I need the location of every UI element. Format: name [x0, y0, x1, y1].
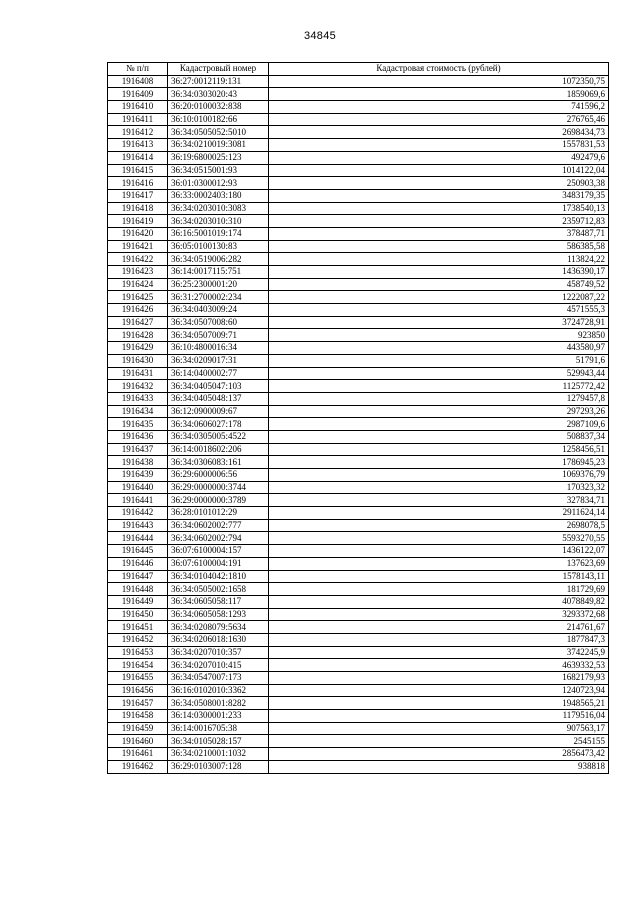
cadastral-number-cell: 36:34:0405047:103: [168, 380, 269, 393]
table-row: [108, 101, 609, 114]
table-row: [108, 253, 609, 266]
cadastral-number-cell: 36:34:0605058:117: [168, 595, 269, 608]
cadastral-number-cell: 36:34:0210019:3081: [168, 139, 269, 152]
cadastral-number-cell: 36:29:0000000:3789: [168, 494, 269, 507]
cadastral-number-cell: 36:34:0209017:31: [168, 354, 269, 367]
row-number-cell: 1916458: [108, 710, 168, 723]
cadastral-number-cell: 36:34:0104042:1810: [168, 570, 269, 583]
table-row: [108, 532, 609, 545]
row-number-cell: 1916447: [108, 570, 168, 583]
row-number-cell: 1916429: [108, 342, 168, 355]
cadastral-number-cell: 36:25:2300001:20: [168, 278, 269, 291]
cadastral-value-cell: 586385,58: [269, 240, 609, 253]
row-number-cell: 1916438: [108, 456, 168, 469]
row-number-cell: 1916419: [108, 215, 168, 228]
cadastral-number-cell: 36:34:0207010:357: [168, 646, 269, 659]
cadastral-value-cell: 1682179,93: [269, 672, 609, 685]
cadastral-number-cell: 36:28:0101012:29: [168, 507, 269, 520]
table-row: [108, 164, 609, 177]
table-row: [108, 418, 609, 431]
cadastral-number-cell: 36:34:0303020:43: [168, 88, 269, 101]
cadastral-value-cell: 1240723,94: [269, 684, 609, 697]
row-number-cell: 1916436: [108, 430, 168, 443]
cadastral-value-cell: 1877847,3: [269, 633, 609, 646]
table-row: [108, 633, 609, 646]
cadastral-number-cell: 36:34:0606027:178: [168, 418, 269, 431]
cadastral-number-cell: 36:19:6800025:123: [168, 151, 269, 164]
cadastral-value-cell: 1436122,07: [269, 545, 609, 558]
row-number-cell: 1916410: [108, 101, 168, 114]
cadastral-value-cell: 529943,44: [269, 367, 609, 380]
row-number-cell: 1916431: [108, 367, 168, 380]
row-number-cell: 1916461: [108, 748, 168, 761]
table-row: [108, 494, 609, 507]
table-row: [108, 304, 609, 317]
cadastral-value-cell: 741596,2: [269, 101, 609, 114]
row-number-cell: 1916439: [108, 469, 168, 482]
table-row: [108, 342, 609, 355]
cadastral-value-cell: 1557831,53: [269, 139, 609, 152]
row-number-cell: 1916446: [108, 557, 168, 570]
cadastral-value-cell: 1279457,8: [269, 392, 609, 405]
cadastral-number-cell: 36:34:0505002:1658: [168, 583, 269, 596]
row-number-cell: 1916416: [108, 177, 168, 190]
cadastral-number-cell: 36:34:0602002:794: [168, 532, 269, 545]
cadastral-value-cell: 327834,71: [269, 494, 609, 507]
cadastral-number-cell: 36:07:6100004:157: [168, 545, 269, 558]
table-row: [108, 646, 609, 659]
cadastral-value-cell: 2698434,73: [269, 126, 609, 139]
row-number-cell: 1916432: [108, 380, 168, 393]
row-number-cell: 1916448: [108, 583, 168, 596]
table-row: [108, 697, 609, 710]
cadastral-number-cell: 36:29:0000000:3744: [168, 481, 269, 494]
cadastral-number-cell: 36:10:4800016:34: [168, 342, 269, 355]
row-number-cell: 1916452: [108, 633, 168, 646]
cadastral-number-cell: 36:33:0002403:180: [168, 189, 269, 202]
table-row: [108, 583, 609, 596]
row-number-cell: 1916418: [108, 202, 168, 215]
table-row: [108, 545, 609, 558]
cadastral-number-cell: 36:10:0100182:66: [168, 113, 269, 126]
table-row: [108, 735, 609, 748]
cadastral-number-cell: 36:34:0208079:5634: [168, 621, 269, 634]
cadastral-number-cell: 36:34:0507009:71: [168, 329, 269, 342]
table-row: [108, 722, 609, 735]
table-row: [108, 240, 609, 253]
cadastral-number-cell: 36:34:0403009:24: [168, 304, 269, 317]
row-number-cell: 1916449: [108, 595, 168, 608]
cadastral-value-cell: 4571555,3: [269, 304, 609, 317]
cadastral-value-cell: 1578143,11: [269, 570, 609, 583]
table-row: [108, 710, 609, 723]
row-number-cell: 1916454: [108, 659, 168, 672]
table-row: [108, 113, 609, 126]
cadastral-number-cell: 36:05:0100130:83: [168, 240, 269, 253]
cadastral-value-cell: 4639332,53: [269, 659, 609, 672]
table-row: [108, 595, 609, 608]
row-number-cell: 1916422: [108, 253, 168, 266]
table-row: [108, 469, 609, 482]
cadastral-number-cell: 36:27:0012119:131: [168, 75, 269, 88]
table-row: [108, 481, 609, 494]
cadastral-value-cell: 907563,17: [269, 722, 609, 735]
column-header-cadastral-value: Кадастровая стоимость (рублей): [269, 63, 609, 76]
cadastral-value-cell: 492479,6: [269, 151, 609, 164]
row-number-cell: 1916420: [108, 227, 168, 240]
cadastral-number-cell: 36:34:0405048:137: [168, 392, 269, 405]
row-number-cell: 1916440: [108, 481, 168, 494]
cadastral-value-cell: 378487,71: [269, 227, 609, 240]
table-row: [108, 177, 609, 190]
cadastral-number-cell: 36:34:0207010:415: [168, 659, 269, 672]
cadastral-number-cell: 36:34:0306083:161: [168, 456, 269, 469]
row-number-cell: 1916434: [108, 405, 168, 418]
cadastral-value-cell: 170323,32: [269, 481, 609, 494]
cadastral-value-cell: 137623,69: [269, 557, 609, 570]
cadastral-value-cell: 4078849,82: [269, 595, 609, 608]
cadastral-number-cell: 36:34:0210001:1032: [168, 748, 269, 761]
cadastral-value-cell: 923850: [269, 329, 609, 342]
table-row: [108, 519, 609, 532]
page-number: 34845: [303, 30, 337, 42]
cadastral-number-cell: 36:01:0300012:93: [168, 177, 269, 190]
cadastral-number-cell: 36:29:6000006:56: [168, 469, 269, 482]
row-number-cell: 1916425: [108, 291, 168, 304]
row-number-cell: 1916421: [108, 240, 168, 253]
row-number-cell: 1916408: [108, 75, 168, 88]
cadastral-number-cell: 36:14:0017115:751: [168, 266, 269, 279]
cadastral-value-cell: 443580,97: [269, 342, 609, 355]
cadastral-number-cell: 36:34:0547007:173: [168, 672, 269, 685]
cadastral-value-cell: 276765,46: [269, 113, 609, 126]
cadastral-value-cell: 2698078,5: [269, 519, 609, 532]
cadastral-value-cell: 3742245,9: [269, 646, 609, 659]
cadastral-value-cell: 2359712,83: [269, 215, 609, 228]
cadastral-number-cell: 36:34:0508001:8282: [168, 697, 269, 710]
cadastral-value-cell: 1436390,17: [269, 266, 609, 279]
table-row: [108, 266, 609, 279]
table-row: [108, 392, 609, 405]
row-number-cell: 1916427: [108, 316, 168, 329]
cadastral-value-cell: 181729,69: [269, 583, 609, 596]
table-row: [108, 329, 609, 342]
table-row: [108, 760, 609, 773]
cadastral-number-cell: 36:16:5001019:174: [168, 227, 269, 240]
cadastral-number-cell: 36:34:0515001:93: [168, 164, 269, 177]
row-number-cell: 1916412: [108, 126, 168, 139]
cadastral-number-cell: 36:14:0016705:38: [168, 722, 269, 735]
row-number-cell: 1916457: [108, 697, 168, 710]
table-row: [108, 151, 609, 164]
row-number-cell: 1916462: [108, 760, 168, 773]
column-header-cadastral-number: Кадастровый номер: [168, 63, 269, 76]
table-row: [108, 456, 609, 469]
cadastral-number-cell: 36:34:0519006:282: [168, 253, 269, 266]
table-row: [108, 227, 609, 240]
cadastral-value-cell: 3483179,35: [269, 189, 609, 202]
cadastral-number-cell: 36:14:0018602:206: [168, 443, 269, 456]
cadastral-value-cell: 1222087,22: [269, 291, 609, 304]
table-row: [108, 557, 609, 570]
cadastral-number-cell: 36:07:6100004:191: [168, 557, 269, 570]
cadastral-value-cell: 1948565,21: [269, 697, 609, 710]
cadastral-value-cell: 1258456,51: [269, 443, 609, 456]
cadastral-value-cell: 2856473,42: [269, 748, 609, 761]
table-row: [108, 278, 609, 291]
table-row: [108, 291, 609, 304]
table-row: [108, 659, 609, 672]
cadastral-value-cell: 113824,22: [269, 253, 609, 266]
cadastral-number-cell: 36:20:0100032:838: [168, 101, 269, 114]
cadastral-number-cell: 36:12:0900009:67: [168, 405, 269, 418]
cadastral-number-cell: 36:34:0602002:777: [168, 519, 269, 532]
table-row: [108, 405, 609, 418]
table-row: [108, 443, 609, 456]
row-number-cell: 1916430: [108, 354, 168, 367]
table-row: [108, 202, 609, 215]
row-number-cell: 1916445: [108, 545, 168, 558]
table-row: [108, 354, 609, 367]
row-number-cell: 1916450: [108, 608, 168, 621]
cadastral-value-cell: 2987109,6: [269, 418, 609, 431]
table-row: [108, 88, 609, 101]
row-number-cell: 1916442: [108, 507, 168, 520]
cadastral-value-cell: 1069376,79: [269, 469, 609, 482]
table-row: [108, 748, 609, 761]
cadastral-value-cell: 3724728,91: [269, 316, 609, 329]
cadastral-number-cell: 36:34:0605058:1293: [168, 608, 269, 621]
row-number-cell: 1916435: [108, 418, 168, 431]
table-row: [108, 672, 609, 685]
table-row: [108, 608, 609, 621]
row-number-cell: 1916415: [108, 164, 168, 177]
table-row: [108, 75, 609, 88]
row-number-cell: 1916444: [108, 532, 168, 545]
cadastral-value-cell: 1859069,6: [269, 88, 609, 101]
cadastral-value-cell: 5593270,55: [269, 532, 609, 545]
row-number-cell: 1916460: [108, 735, 168, 748]
cadastral-value-cell: 297293,26: [269, 405, 609, 418]
table-row: [108, 189, 609, 202]
table-row: [108, 507, 609, 520]
cadastral-number-cell: 36:34:0203010:310: [168, 215, 269, 228]
row-number-cell: 1916428: [108, 329, 168, 342]
row-number-cell: 1916424: [108, 278, 168, 291]
table-row: [108, 139, 609, 152]
table-row: [108, 215, 609, 228]
table-body: [108, 75, 609, 773]
row-number-cell: 1916409: [108, 88, 168, 101]
row-number-cell: 1916451: [108, 621, 168, 634]
cadastral-value-cell: 2545155: [269, 735, 609, 748]
cadastral-number-cell: 36:34:0305005:4522: [168, 430, 269, 443]
cadastral-value-cell: 458749,52: [269, 278, 609, 291]
cadastral-value-cell: 1738540,13: [269, 202, 609, 215]
cadastral-value-cell: 1014122,04: [269, 164, 609, 177]
cadastral-number-cell: 36:29:0103007:128: [168, 760, 269, 773]
cadastral-number-cell: 36:34:0505052:5010: [168, 126, 269, 139]
cadastral-value-cell: 3293372,68: [269, 608, 609, 621]
row-number-cell: 1916455: [108, 672, 168, 685]
row-number-cell: 1916423: [108, 266, 168, 279]
cadastral-number-cell: 36:31:2700002:234: [168, 291, 269, 304]
table-row: [108, 126, 609, 139]
cadastral-number-cell: 36:14:0300001:233: [168, 710, 269, 723]
table-row: [108, 430, 609, 443]
row-number-cell: 1916443: [108, 519, 168, 532]
cadastral-value-cell: 1786945,23: [269, 456, 609, 469]
cadastral-number-cell: 36:34:0105028:157: [168, 735, 269, 748]
row-number-cell: 1916414: [108, 151, 168, 164]
column-header-number: № п/п: [108, 63, 168, 76]
cadastral-number-cell: 36:14:0400002:77: [168, 367, 269, 380]
row-number-cell: 1916459: [108, 722, 168, 735]
cadastral-number-cell: 36:16:0102010:3362: [168, 684, 269, 697]
cadastral-value-table: [107, 62, 609, 774]
table-header-row: [108, 63, 609, 76]
row-number-cell: 1916437: [108, 443, 168, 456]
cadastral-value-cell: 938818: [269, 760, 609, 773]
cadastral-number-cell: 36:34:0206018:1630: [168, 633, 269, 646]
table-row: [108, 380, 609, 393]
table-row: [108, 570, 609, 583]
cadastral-value-cell: 250903,38: [269, 177, 609, 190]
row-number-cell: 1916426: [108, 304, 168, 317]
row-number-cell: 1916433: [108, 392, 168, 405]
cadastral-value-cell: 1179516,04: [269, 710, 609, 723]
table-row: [108, 684, 609, 697]
table-row: [108, 316, 609, 329]
row-number-cell: 1916453: [108, 646, 168, 659]
cadastral-value-cell: 1125772,42: [269, 380, 609, 393]
cadastral-value-cell: 51791,6: [269, 354, 609, 367]
cadastral-number-cell: 36:34:0203010:3083: [168, 202, 269, 215]
row-number-cell: 1916417: [108, 189, 168, 202]
row-number-cell: 1916413: [108, 139, 168, 152]
row-number-cell: 1916411: [108, 113, 168, 126]
cadastral-value-cell: 1072350,75: [269, 75, 609, 88]
table-row: [108, 621, 609, 634]
row-number-cell: 1916441: [108, 494, 168, 507]
table-row: [108, 367, 609, 380]
cadastral-value-cell: 508837,34: [269, 430, 609, 443]
row-number-cell: 1916456: [108, 684, 168, 697]
cadastral-number-cell: 36:34:0507008:60: [168, 316, 269, 329]
cadastral-value-cell: 2911624,14: [269, 507, 609, 520]
cadastral-value-cell: 214761,67: [269, 621, 609, 634]
